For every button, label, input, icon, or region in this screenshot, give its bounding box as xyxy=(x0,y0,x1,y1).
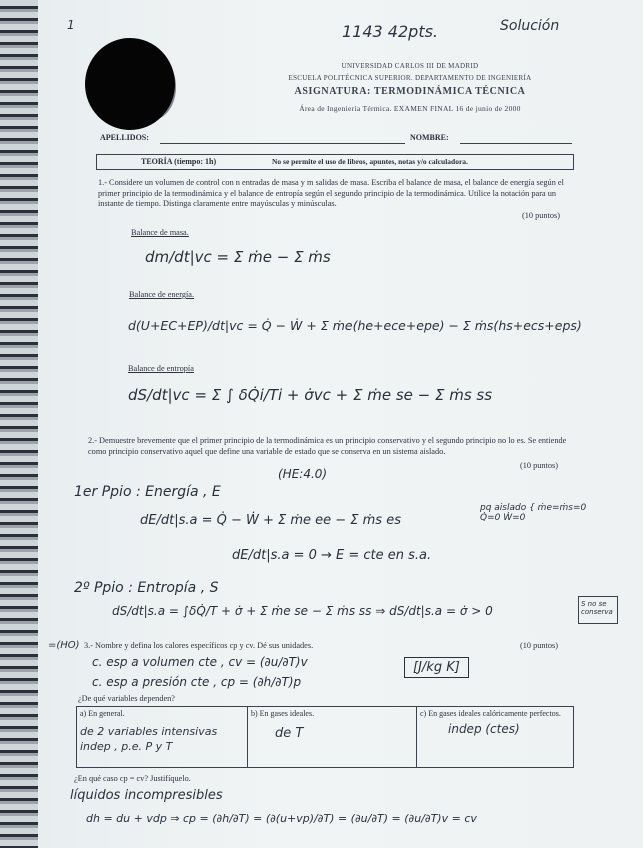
cell-perfect xyxy=(417,707,574,768)
energy-balance-equation: d(U+EC+EP)/dt|vc = Q̇ − Ẇ + Σ ṁe(he+ece+epe) − Σ ṁs(hs+ecs+eps) xyxy=(128,318,582,333)
q3-text: 3.- Nombre y defina los calores específicos cp y cv. Dé sus unidades. xyxy=(84,641,314,650)
balance-energia-heading: Balance de energía. xyxy=(129,290,195,299)
not-conserved-note: S no se conserva xyxy=(581,600,613,616)
corner-mark: 1 xyxy=(67,18,75,32)
q2-score: (HE:4.0) xyxy=(278,467,328,481)
cell-general-head: a) En general. xyxy=(80,709,125,718)
apellidos-line xyxy=(160,143,405,144)
dependency-table xyxy=(76,706,574,768)
subject-title: ASIGNATURA: TERMODINÁMICA TÉCNICA xyxy=(294,86,526,97)
isolated-note: pq aislado { ṁe=ṁs=0 Q̇=0 Ẇ=0 xyxy=(480,503,587,523)
cp-definition: c. esp a presión cte , cp = (∂h/∂T)p xyxy=(92,675,302,689)
nombre-line xyxy=(460,143,572,144)
cell-general-answer: de 2 variables intensivas indep , p.e. P y T xyxy=(80,725,218,753)
q3-score: =(HO) xyxy=(48,640,80,651)
case-answer-line1: líquidos incompresibles xyxy=(70,788,223,803)
cv-definition: c. esp a volumen cte , cv = (∂u/∂T)v xyxy=(92,655,308,669)
rules-text: No se permite el uso de libros, apuntes, notas y/o calculadora. xyxy=(272,157,468,166)
school-name: ESCUELA POLITÉCNICA SUPERIOR. DEPARTAMENTO DE INGENIERÍA xyxy=(288,74,532,82)
energy-conserved-result: dE/dt|s.a = 0 → E = cte en s.a. xyxy=(232,548,432,563)
mass-balance-equation: dm/dt|vc = Σ ṁe − Σ ṁs xyxy=(145,248,331,266)
balance-masa-heading: Balance de masa. xyxy=(131,228,189,237)
spiral-binding xyxy=(0,0,38,848)
university-name: UNIVERSIDAD CARLOS III DE MADRID xyxy=(341,62,479,70)
first-principle-equation: dE/dt|s.a = Q̇ − Ẇ + Σ ṁe ee − Σ ṁs es xyxy=(140,513,401,528)
teoria-label: TEORÍA (tiempo: 1h) xyxy=(141,157,217,166)
balance-entropia-heading: Balance de entropía xyxy=(128,364,194,373)
units-box: [J/kg K] xyxy=(404,657,469,678)
nombre-label: NOMBRE: xyxy=(410,133,449,142)
q2-text: 2.- Demuestre brevemente que el primer principio de la termodinámica es un principio conservativo y el segundo principio no lo es. Se entiende como principio conservativo aquel que define una variable de estado que se conserva en un sistema aislado. xyxy=(88,436,567,456)
cell-perfect-answer: indep (ctes) xyxy=(448,722,520,736)
cell-general xyxy=(77,707,248,768)
apellidos-label: APELLIDOS: xyxy=(100,133,149,142)
first-principle-label: 1er Ppio : Energía , E xyxy=(74,484,221,500)
not-conserved-box xyxy=(578,596,618,624)
reference-note: 1143 42pts. xyxy=(342,22,439,41)
exam-area: Área de Ingeniería Térmica. EXAMEN FINAL 16 de junio de 2000 xyxy=(299,104,521,113)
second-principle-equation: dS/dt|s.a = ∫δQ̇/T + σ̇ + Σ ṁe se − Σ ṁs ss ⇒ dS/dt|s.a = σ̇ > 0 xyxy=(112,604,493,618)
rules-banner xyxy=(96,154,574,170)
case-question: ¿En qué caso cp = cv? Justifíquelo. xyxy=(74,774,191,783)
q1-text: 1.- Considere un volumen de control con n entradas de masa y m salidas de masa. Escriba el balance de masa, el balance de energía según el primer principio de la termodinámica y el balance de entropía según el segundo principio de la termodinámica. Utilice la notación para un instante de tiempo. Distinga claramente entre mayúsculas y minúsculas. xyxy=(98,178,564,208)
entropy-balance-equation: dS/dt|vc = Σ ∫ δQ̇i/Ti + σ̇vc + Σ ṁe se − Σ ṁs ss xyxy=(128,386,493,404)
q1-points: (10 puntos) xyxy=(522,211,561,220)
cell-ideal-answer: de T xyxy=(275,726,304,741)
depend-question: ¿De qué variables dependen? xyxy=(78,694,175,703)
redaction-blot xyxy=(85,38,175,130)
q2-points: (10 puntos) xyxy=(520,461,559,470)
second-principle-label: 2º Ppio : Entropía , S xyxy=(74,580,219,596)
cell-ideal-head: b) En gases ideales. xyxy=(251,709,315,718)
case-answer-line2: dh = du + vdp ⇒ cp = (∂h/∂T) = (∂(u+vp)/∂T) = (∂u/∂T) = (∂u/∂T)v = cv xyxy=(86,812,477,825)
cell-ideal xyxy=(248,707,417,768)
cell-perfect-head: c) En gases ideales calóricamente perfectos. xyxy=(420,709,561,718)
solucion-note: Solución xyxy=(500,18,560,34)
q3-points: (10 puntos) xyxy=(520,641,559,650)
